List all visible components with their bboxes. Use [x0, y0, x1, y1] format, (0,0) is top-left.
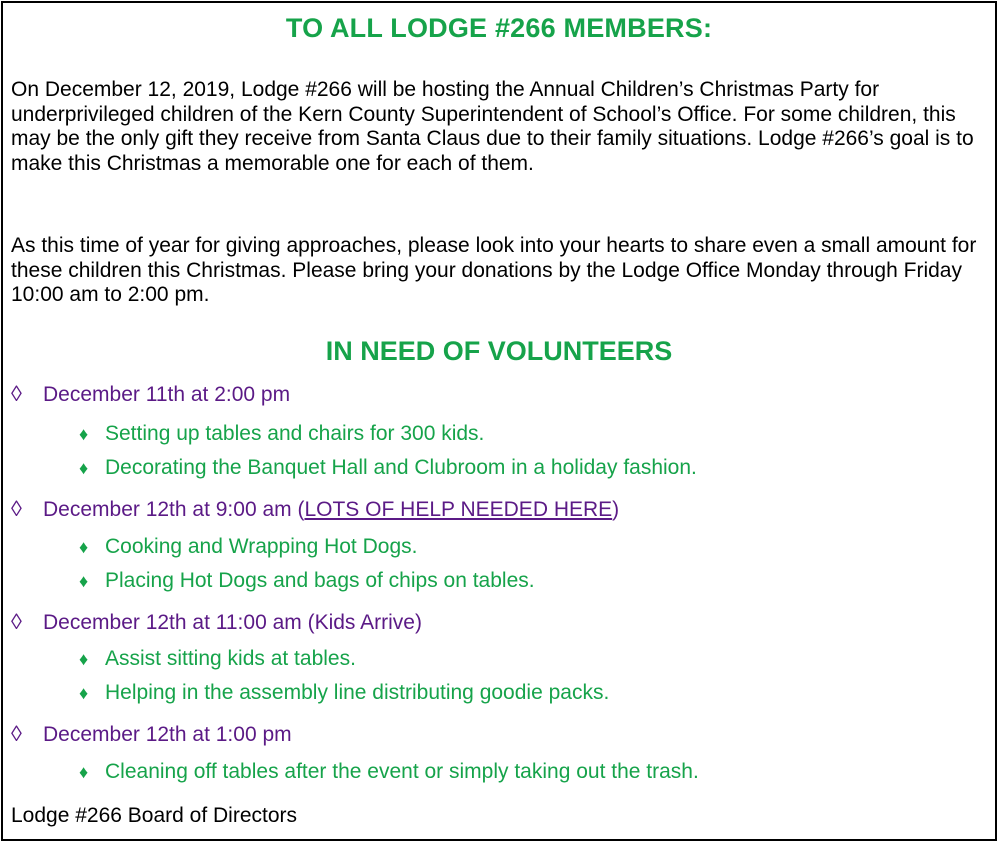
intro-paragraph: On December 12, 2019, Lodge #266 will be hosting the Annual Children’s Christmas Party for underprivileged children of the Kern County Superintendent of School’s Office. For some children, this may be the only gift they receive from Santa Claus due to their family situations. Lodge #266’s goal is to make this Christmas a memorable one for each of them. — [11, 78, 974, 175]
volunteer-slot — [11, 609, 422, 636]
help-needed-emphasis: LOTS OF HELP NEEDED HERE — [304, 498, 613, 521]
task-text: Assist sitting kids at tables. — [105, 647, 356, 670]
task-text: Cooking and Wrapping Hot Dogs. — [105, 535, 418, 558]
volunteer-task — [79, 421, 484, 447]
volunteer-task — [79, 680, 609, 706]
notice-title: TO ALL LODGE #266 MEMBERS: — [285, 13, 713, 43]
task-text: Placing Hot Dogs and bags of chips on tables. — [105, 569, 535, 592]
slot-time: December 12th at 11:00 am (Kids Arrive) — [43, 611, 422, 634]
diamond-outline-icon: ◊ — [11, 381, 22, 406]
diamond-outline-icon: ◊ — [11, 721, 22, 746]
diamond-outline-icon: ◊ — [11, 496, 22, 521]
diamond-bullet-icon: ♦ — [79, 537, 89, 557]
slot-time — [43, 498, 619, 521]
slot-time-prefix: December 12th at 9:00 am ( — [43, 498, 305, 521]
slot-time: December 11th at 2:00 pm — [43, 383, 291, 406]
diamond-bullet-icon: ♦ — [79, 458, 89, 478]
task-text: Decorating the Banquet Hall and Clubroom in a holiday fashion. — [105, 456, 697, 479]
volunteer-task — [79, 646, 356, 672]
signature: Lodge #266 Board of Directors — [11, 804, 298, 827]
diamond-bullet-icon: ♦ — [79, 571, 89, 591]
diamond-bullet-icon: ♦ — [79, 424, 89, 444]
task-text: Setting up tables and chairs for 300 kids. — [105, 422, 485, 445]
donation-paragraph: As this time of year for giving approaches, please look into your hearts to share even a small amount for these children this Christmas. Please bring your donations by the Lodge Office Monday through Friday 10:00 am to 2:00 pm. — [11, 234, 977, 306]
diamond-bullet-icon: ♦ — [79, 649, 89, 669]
slot-time: December 12th at 1:00 pm — [43, 723, 292, 746]
volunteer-task — [79, 759, 699, 785]
slot-time-suffix: ) — [612, 498, 620, 521]
task-text: Helping in the assembly line distributing goodie packs. — [105, 681, 610, 704]
volunteer-task — [79, 568, 535, 594]
volunteer-task — [79, 455, 697, 481]
diamond-bullet-icon: ♦ — [79, 762, 89, 782]
volunteer-slot — [11, 721, 292, 748]
volunteers-heading: IN NEED OF VOLUNTEERS — [325, 336, 673, 366]
notice-sheet — [1, 1, 997, 841]
volunteer-task — [79, 534, 417, 560]
diamond-outline-icon: ◊ — [11, 609, 22, 634]
task-text: Cleaning off tables after the event or simply taking out the trash. — [105, 760, 699, 783]
volunteer-slot — [11, 381, 290, 408]
diamond-bullet-icon: ♦ — [79, 683, 89, 703]
volunteer-slot — [11, 496, 619, 523]
